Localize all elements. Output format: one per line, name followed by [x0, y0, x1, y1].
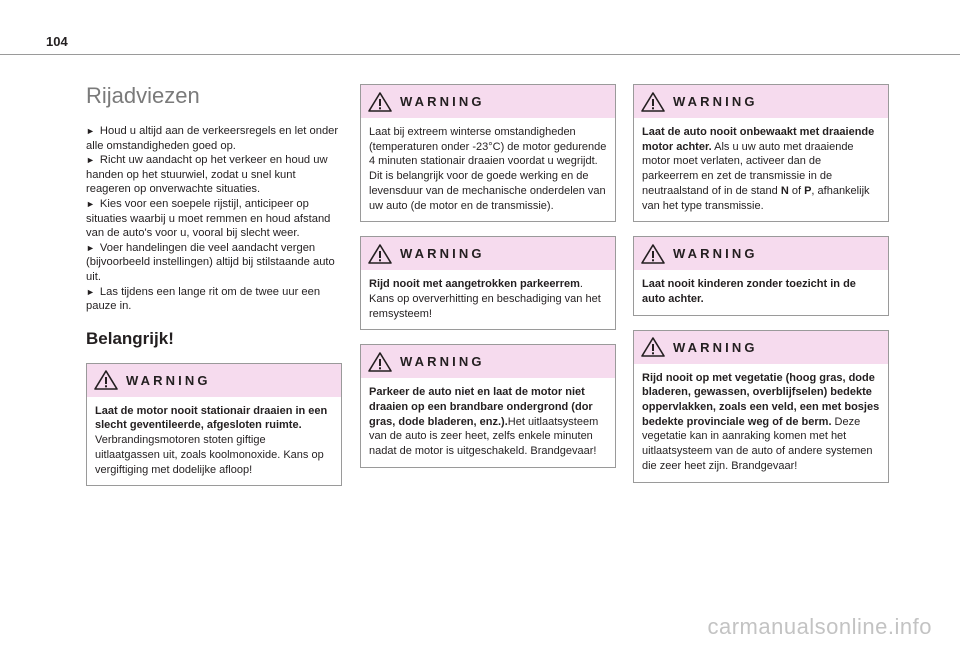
list-item: ► Richt uw aandacht op het verkeer en houd uw handen op het stuurwiel, zodat u snel kunt reageren op onverwachte situaties. — [86, 154, 328, 196]
warning-box — [633, 330, 889, 483]
warning-header — [634, 237, 888, 270]
warning-box — [86, 363, 342, 487]
warning-label: WARNING — [400, 354, 485, 370]
watermark: carmanualsonline.info — [707, 614, 932, 639]
warning-text: Laat nooit kinderen zonder toezicht in de auto achter. — [642, 278, 856, 305]
list-item: ► Kies voor een soepele rijstijl, anticipeer op situaties waarbij u moet remmen en houd afstand van de auto's voor u, vooral bij slecht weer. — [86, 197, 331, 240]
warning-triangle-icon — [641, 92, 665, 112]
warning-header — [361, 237, 615, 270]
column-left — [86, 84, 342, 500]
warning-triangle-icon — [368, 92, 392, 112]
warning-header — [87, 364, 341, 397]
bullet-arrow-icon: ► — [86, 286, 95, 297]
warning-triangle-icon — [94, 370, 118, 390]
warning-header — [361, 85, 615, 118]
list-item: ► Houd u altijd aan de verkeersregels en let onder alle omstandigheden goed op. — [86, 125, 339, 152]
warning-box — [633, 236, 889, 315]
page-number: 104 — [46, 34, 68, 49]
warning-triangle-icon — [368, 244, 392, 264]
warning-header — [634, 85, 888, 118]
column-right — [633, 84, 889, 497]
list-item: ► Las tijdens een lange rit om de twee uur een pauze in. — [86, 285, 321, 313]
warning-triangle-icon — [368, 352, 392, 372]
warning-header — [361, 345, 615, 378]
section-title: Rijadviezen — [86, 83, 200, 108]
warning-label: WARNING — [400, 94, 485, 109]
driving-tips-list — [86, 124, 342, 314]
warning-box — [360, 236, 616, 330]
warning-label: WARNING — [126, 372, 211, 388]
warning-box — [360, 84, 616, 222]
warning-label: WARNING — [400, 246, 485, 262]
warning-text: Laat de auto nooit onbewaakt met draaiende motor achter. Als u uw auto met draaiende motor moet verlaten, activeer dan de parkeerrem en zet de transmissie in de neutraalstand of in de stand N of P, afhankelijk van het type transmissie. — [642, 126, 875, 212]
warning-box — [360, 344, 616, 468]
warning-header — [634, 331, 888, 364]
warning-text: Rijd nooit met aangetrokken parkeerrem. Kans op oververhitting en beschadiging van het remsysteem! — [369, 278, 601, 320]
important-heading: Belangrijk! — [86, 328, 174, 348]
warning-label: WARNING — [673, 339, 758, 355]
warning-label: WARNING — [673, 246, 758, 262]
bullet-arrow-icon: ► — [86, 198, 95, 209]
bullet-arrow-icon: ► — [86, 126, 95, 136]
warning-triangle-icon — [641, 244, 665, 264]
warning-text: Rijd nooit op met vegetatie (hoog gras, dode bladeren, gewassen, overblijfselen) bedekte oppervlakken, zoals een veld, een met bosjes bedekte provinciale weg of de berm. Deze vegetatie kan in aanraking komen met het uitlaatsysteem van de auto of andere systemen die zeer heet zijn. Brandgevaar! — [642, 371, 880, 472]
list-item: ► Voer handelingen die veel aandacht vergen (bijvoorbeeld instellingen) altijd bij stilstaande auto uit. — [86, 241, 335, 283]
warning-box — [633, 84, 889, 222]
column-middle — [360, 84, 616, 482]
warning-text: Parkeer de auto niet en laat de motor niet draaien op een brandbare ondergrond (dor gras, dode bladeren, enz.).Het uitlaatsysteem van de auto is zeer heet, zelfs enkele minuten nadat de motor is uitgeschakeld. Brandgevaar! — [369, 386, 599, 458]
bullet-arrow-icon: ► — [86, 155, 95, 166]
warning-label: WARNING — [673, 94, 758, 109]
warning-text: Laat bij extreem winterse omstandigheden (temperaturen onder -23°C) de motor gedurende 4 minuten stationair draaien voordat u wegrijdt. Dit is belangrijk voor de goede werking en de levensduur van de mechanische onderdelen van uw auto (de motor en de transmissie). — [369, 126, 607, 212]
warning-triangle-icon — [641, 337, 665, 357]
warning-text: Laat de motor nooit stationair draaien in een slecht geventileerde, afgesloten ruimte. Verbrandingsmotoren stoten giftige uitlaatgassen uit, zoals koolmonoxide. Kans op vergiftiging met dodelijke afloop! — [95, 404, 328, 476]
header-divider — [0, 54, 960, 55]
bullet-arrow-icon: ► — [86, 242, 95, 253]
